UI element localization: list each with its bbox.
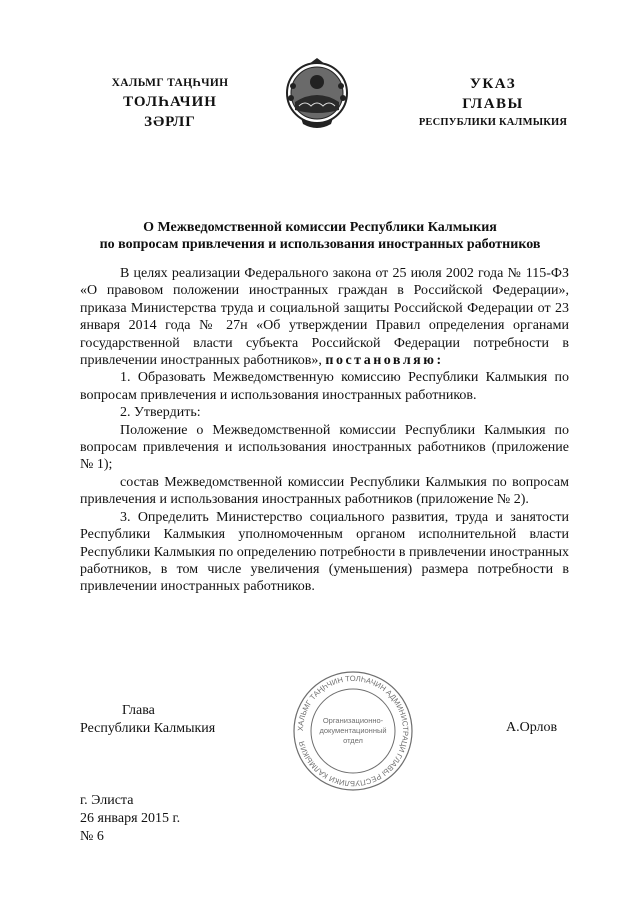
title-line2: по вопросам привлечения и использования иностранных работников — [99, 237, 541, 252]
preamble-paragraph — [80, 265, 569, 369]
document-footer — [80, 792, 180, 846]
stamp-inner-line3: отдел — [343, 736, 363, 745]
stamp-inner-line1: Организационно- — [322, 716, 384, 725]
footer-date: 26 января 2015 г. — [80, 811, 181, 826]
signatory-name: А.Орлов — [506, 720, 558, 735]
official-stamp — [292, 670, 414, 792]
signatory-title — [80, 702, 215, 737]
title-line1: О Межведомственной комиссии Республики Калмыкия — [143, 220, 497, 235]
document-title — [60, 219, 580, 253]
header-russian-line2: ГЛАВЫ — [462, 96, 524, 112]
decree-word: постановляю: — [325, 353, 444, 369]
header-russian-line3: РЕСПУБЛИКИ КАЛМЫКИЯ — [418, 117, 568, 128]
header-russian — [398, 74, 588, 132]
header-russian-line1: УКАЗ — [469, 76, 517, 92]
signatory-title-line2: Республики Калмыкия — [80, 720, 216, 736]
stamp-inner-line2: документационный — [319, 726, 387, 735]
item-2a: Положение о Межведомственной комиссии Республики Калмыкия по вопросам привлечения и использования иностранных работников (приложение № 1); — [80, 422, 569, 473]
footer-number: № 6 — [80, 829, 104, 844]
item-3: 3. Определить Министерство социального развития, труда и занятости Республики Калмыкия уполномоченным органом исполнительной власти Республики Калмыкия по определению потребности в привлечении иностранных работников, в том числе увеличения (уменьшения) размера потребности в привлечении иностранных работников. — [80, 509, 569, 595]
header-kalmyk-line3: ЗӘРЛГ — [144, 114, 196, 130]
signatory-title-line1: Глава — [122, 703, 155, 718]
coat-of-arms-icon — [281, 56, 353, 136]
item-2b: состав Межведомственной комиссии Республики Калмыкия по вопросам привлечения и использования иностранных работников (приложение № 2). — [80, 474, 569, 508]
header-kalmyk-line2: ТОЛҺАЧИН — [123, 94, 217, 110]
stamp-ring-text: ХАЛЬМГ ТАҢҺЧИН ТОЛҺАЧИН АДМИНИСТРАЦИ ГЛАВЫ РЕСПУБЛИКИ КАЛМЫКИЯ — [295, 673, 411, 789]
document-body — [80, 265, 569, 596]
item-1: 1. Образовать Межведомственную комиссию Республики Калмыкия по вопросам привлечения и использования иностранных работников. — [80, 370, 569, 403]
item-2: 2. Утвердить: — [120, 405, 201, 421]
preamble-text: В целях реализации Федерального закона от 25 июля 2002 года № 115-ФЗ «О правовом положении иностранных граждан в Российской Федерации», приказа Министерства труда и социальной защиты Российской Федерации от 23 января 2014 года № 27н «Об утверждении Правил определения органами государственной власти субъекта Российской Федерации потребности в привлечении иностранных работников», — [80, 266, 569, 369]
header-kalmyk-line1: ХАЛЬМГ ТАҢҺЧИН — [111, 77, 229, 89]
footer-city: г. Элиста — [80, 793, 134, 808]
header-kalmyk — [70, 74, 270, 132]
